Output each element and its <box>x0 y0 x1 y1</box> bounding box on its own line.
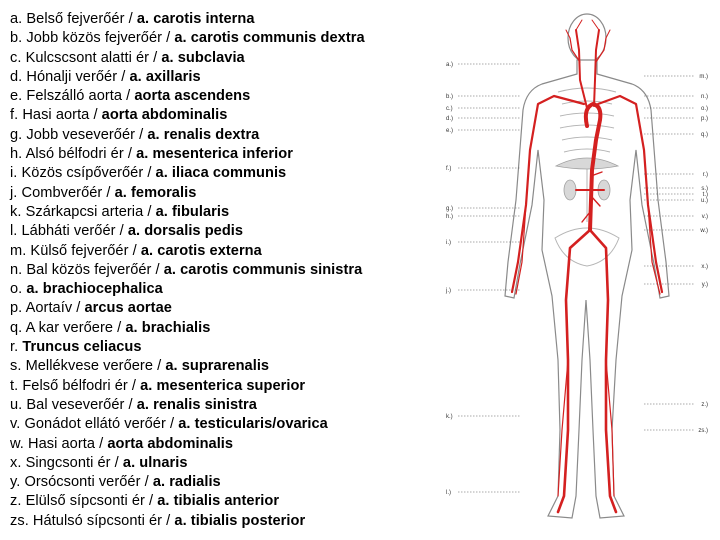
legend-list <box>10 10 420 531</box>
figure-label: p.) <box>700 116 708 122</box>
legend-item <box>10 357 420 376</box>
legend-latin: a. radialis <box>152 474 221 491</box>
arterial-system-figure <box>430 0 720 540</box>
legend-item <box>10 106 420 125</box>
legend-letter: n. <box>10 261 23 278</box>
legend-hungarian: Jobb veseverőér / <box>26 126 144 143</box>
legend-letter: j. <box>10 184 18 201</box>
legend-item <box>10 10 420 29</box>
legend-latin: a. renalis dextra <box>147 126 260 143</box>
figure-label: l.) <box>446 490 451 496</box>
legend-latin: a. brachialis <box>125 319 211 336</box>
figure-label: z.) <box>701 402 708 408</box>
legend-letter: e. <box>10 88 23 105</box>
figure-label: o.) <box>700 106 708 112</box>
legend-latin: a. subclavia <box>161 49 245 66</box>
legend-latin: a. testicularis/ovarica <box>178 416 328 433</box>
legend-latin: arcus aortae <box>84 300 172 317</box>
figure-label: y.) <box>701 282 708 288</box>
legend-letter: f. <box>10 107 19 124</box>
legend-hungarian: Jobb közös fejverőér / <box>26 30 171 47</box>
legend-letter: y. <box>10 474 21 491</box>
figure-label: zs.) <box>698 428 708 434</box>
legend-letter: k. <box>10 203 22 220</box>
legend-item <box>10 299 420 318</box>
figure-label: v.) <box>701 214 708 220</box>
legend-letter: r. <box>10 339 19 356</box>
legend-item <box>10 126 420 145</box>
legend-letter: p. <box>10 300 23 317</box>
legend-item <box>10 49 420 68</box>
figure-label: g.) <box>446 206 454 212</box>
legend-item <box>10 184 420 203</box>
legend-hungarian: Lábháti verőér / <box>21 223 124 240</box>
legend-latin: a. tibialis posterior <box>174 512 306 529</box>
legend-item <box>10 222 420 241</box>
figure-label: u.) <box>700 198 708 204</box>
legend-item <box>10 396 420 415</box>
figure-label: b.) <box>446 94 454 100</box>
legend-letter: i. <box>10 165 18 182</box>
legend-item <box>10 280 420 299</box>
legend-latin: a. axillaris <box>129 68 201 85</box>
figure-label: a.) <box>446 62 454 68</box>
legend-hungarian: Hasi aorta / <box>22 107 98 124</box>
legend-item <box>10 415 420 434</box>
legend-letter: u. <box>10 396 23 413</box>
legend-hungarian: Külső fejverőér / <box>30 242 137 259</box>
legend-letter: g. <box>10 126 23 143</box>
legend-item <box>10 338 420 357</box>
figure-label: k.) <box>446 414 453 420</box>
legend-hungarian: Felső bélfodri ér / <box>22 377 137 394</box>
figure-label: f.) <box>446 166 452 172</box>
legend-latin: a. suprarenalis <box>165 358 270 375</box>
legend-item <box>10 145 420 164</box>
legend-hungarian: Singcsonti ér / <box>25 454 119 471</box>
figure-label: x.) <box>701 264 708 270</box>
legend-letter: x. <box>10 454 22 471</box>
legend-latin: a. fibularis <box>155 203 230 220</box>
legend-latin: a. carotis interna <box>136 11 255 27</box>
figure-label: m.) <box>699 74 708 80</box>
legend-hungarian: Hasi aorta / <box>28 435 104 452</box>
legend-hungarian: Közös csípőverőér / <box>21 165 152 182</box>
legend-letter: a. <box>10 11 23 27</box>
legend-letter: w. <box>10 435 24 452</box>
figure-label: d.) <box>446 116 454 122</box>
legend-latin: a. tibialis anterior <box>157 493 280 510</box>
legend-hungarian: Hátulsó sípcsonti ér / <box>32 512 171 529</box>
legend-item <box>10 492 420 511</box>
legend-latin: a. carotis externa <box>140 242 262 259</box>
legend-letter: z. <box>10 493 22 510</box>
legend-letter: zs. <box>10 512 29 529</box>
legend-letter: s. <box>10 358 22 375</box>
legend-hungarian: A kar verőere / <box>25 319 122 336</box>
legend-letter: t. <box>10 377 19 394</box>
legend-letter: h. <box>10 146 23 163</box>
figure-label: c.) <box>446 106 453 112</box>
legend-latin: a. brachiocephalica <box>26 281 163 298</box>
figure-label: e.) <box>446 128 454 134</box>
legend-letter: b. <box>10 30 23 47</box>
legend-letter: l. <box>10 223 18 240</box>
legend-latin: aorta abdominalis <box>101 107 228 124</box>
legend-latin: a. carotis communis dextra <box>174 30 365 47</box>
figure-label: i.) <box>446 240 451 246</box>
legend-latin: a. iliaca communis <box>155 165 287 182</box>
legend-hungarian: Hónalji verőér / <box>26 68 126 85</box>
figure-label: n.) <box>700 94 708 100</box>
legend-item <box>10 377 420 396</box>
figure-label: r.) <box>702 172 708 178</box>
legend-hungarian: Belső fejverőér / <box>26 11 133 27</box>
legend-latin: a. dorsalis pedis <box>127 223 244 240</box>
legend-item <box>10 87 420 106</box>
legend-hungarian: Aortaív / <box>25 300 81 317</box>
legend-latin: Truncus celiacus <box>22 339 142 356</box>
legend-hungarian: Combverőér / <box>21 184 111 201</box>
legend-hungarian: Felszálló aorta / <box>26 88 131 105</box>
legend-letter: v. <box>10 416 21 433</box>
legend-item <box>10 203 420 222</box>
legend-hungarian: Mellékvese verőere / <box>25 358 162 375</box>
kidney-right <box>564 180 576 200</box>
legend-item <box>10 512 420 531</box>
legend-latin: aorta ascendens <box>134 88 251 105</box>
figure-label: t.) <box>702 192 708 198</box>
legend-letter: o. <box>10 281 23 298</box>
legend-item <box>10 29 420 48</box>
legend-hungarian: Elülső sípcsonti ér / <box>25 493 154 510</box>
legend-latin: a. renalis sinistra <box>136 396 257 413</box>
legend-latin: a. mesenterica superior <box>140 377 306 394</box>
legend-item <box>10 164 420 183</box>
legend-latin: aorta abdominalis <box>107 435 234 452</box>
legend-latin: a. mesenterica inferior <box>136 146 293 163</box>
legend-hungarian: Kulcscsont alatti ér / <box>25 49 158 66</box>
figure-label: s.) <box>701 186 708 192</box>
figure-label: h.) <box>446 214 454 220</box>
legend-item <box>10 435 420 454</box>
legend-item <box>10 319 420 338</box>
legend-letter: m. <box>10 242 27 259</box>
legend-hungarian: Bal veseverőér / <box>26 396 133 413</box>
legend-hungarian: Bal közös fejverőér / <box>26 261 160 278</box>
legend-item <box>10 454 420 473</box>
legend-item <box>10 242 420 261</box>
legend-item <box>10 261 420 280</box>
legend-item <box>10 68 420 87</box>
figure-label: j.) <box>446 288 451 294</box>
legend-letter: d. <box>10 68 23 85</box>
legend-letter: q. <box>10 319 23 336</box>
figure-label: w.) <box>700 228 708 234</box>
figure-label: q.) <box>700 132 708 138</box>
legend-latin: a. ulnaris <box>122 454 188 471</box>
legend-hungarian: Orsócsonti verőér / <box>24 474 149 491</box>
legend-hungarian: Alsó bélfodri ér / <box>25 146 132 163</box>
legend-latin: a. carotis communis sinistra <box>163 261 363 278</box>
legend-latin: a. femoralis <box>114 184 197 201</box>
legend-letter: c. <box>10 49 22 66</box>
legend-hungarian: Szárkapcsi arteria / <box>25 203 152 220</box>
legend-item <box>10 473 420 492</box>
legend-hungarian: Gonádot ellátó verőér / <box>24 416 175 433</box>
